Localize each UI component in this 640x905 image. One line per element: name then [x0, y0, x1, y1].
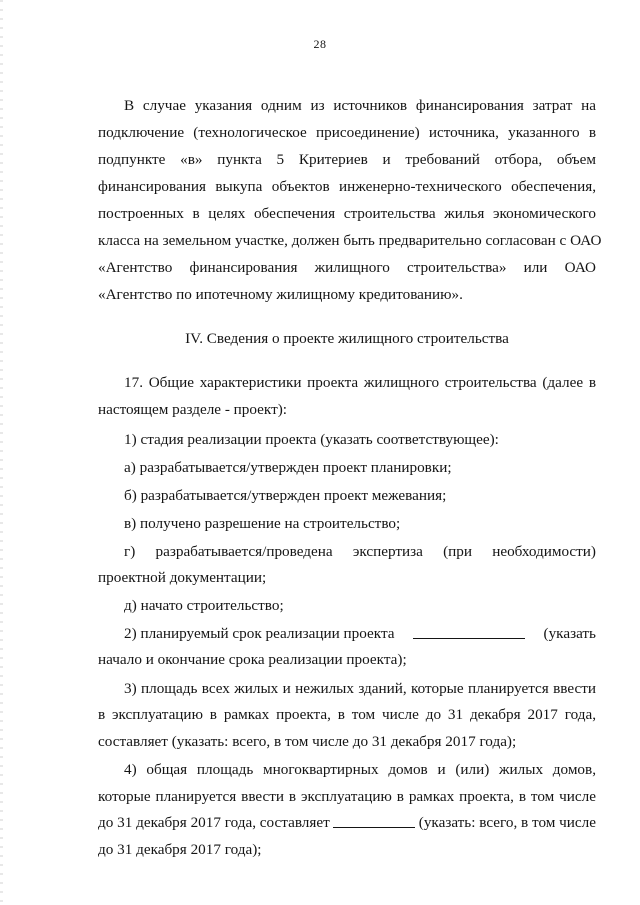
- list-item-text: (указать: всего, в том числе: [418, 814, 596, 831]
- fill-in-blank: [413, 625, 525, 639]
- list-item-continuation: составляет (указать: всего, в том числе до 31 декабря 2017 года);: [98, 733, 517, 750]
- paragraph-line: «Агентство финансирования жилищного строительства» или ОАО: [98, 259, 596, 276]
- paragraph-line: построенных в целях обеспечения строительства жилья экономического: [98, 205, 596, 222]
- scan-edge-marks: [0, 0, 3, 905]
- fill-in-blank: [333, 814, 415, 828]
- list-item: д) начато строительство;: [124, 597, 284, 614]
- paragraph-line: 17. Общие характеристики проекта жилищного строительства (далее в: [124, 374, 596, 391]
- list-item-continuation: [98, 814, 596, 832]
- list-item-text: (указать: [543, 625, 596, 642]
- list-item-continuation: до 31 декабря 2017 года);: [98, 841, 262, 858]
- list-item-continuation: которые планируется ввести в эксплуатацию в рамках проекта, в том числе: [98, 788, 596, 805]
- list-item: в) получено разрешение на строительство;: [124, 515, 401, 532]
- list-item-continuation: начало и окончание срока реализации проекта);: [98, 651, 407, 668]
- section-heading: IV. Сведения о проекте жилищного строительства: [185, 330, 509, 347]
- list-item: [124, 625, 596, 643]
- list-item: а) разрабатывается/утвержден проект планировки;: [124, 459, 452, 476]
- paragraph-line: подключение (технологическое присоединение) источника, указанного в: [98, 124, 596, 141]
- paragraph-line: подпункте «в» пункта 5 Критериев и требований отбора, объем: [98, 151, 596, 168]
- list-item-text: до 31 декабря 2017 года, составляет: [98, 814, 330, 831]
- paragraph-line: настоящем разделе - проект):: [98, 401, 288, 418]
- list-item: 1) стадия реализации проекта (указать соответствующее):: [124, 431, 499, 448]
- list-item-continuation: проектной документации;: [98, 569, 267, 586]
- list-item-continuation: в эксплуатацию в рамках проекта, в том числе до 31 декабря 2017 года,: [98, 706, 596, 723]
- list-item: г) разрабатывается/проведена экспертиза (при необходимости): [124, 543, 596, 560]
- paragraph-line: «Агентство по ипотечному жилищному кредитованию».: [98, 286, 463, 303]
- paragraph-line: финансирования выкупа объектов инженерно-технического обеспечения,: [98, 178, 596, 195]
- paragraph-line: В случае указания одним из источников финансирования затрат на: [124, 97, 596, 114]
- list-item: б) разрабатывается/утвержден проект межевания;: [124, 487, 447, 504]
- page-number: 28: [313, 37, 327, 51]
- list-item: 4) общая площадь многоквартирных домов и (или) жилых домов,: [124, 761, 596, 778]
- list-item-text: 2) планируемый срок реализации проекта: [124, 625, 395, 642]
- list-item: 3) площадь всех жилых и нежилых зданий, которые планируется ввести: [124, 680, 596, 697]
- paragraph-line: класса на земельном участке, должен быть предварительно согласован с ОАО: [98, 232, 602, 249]
